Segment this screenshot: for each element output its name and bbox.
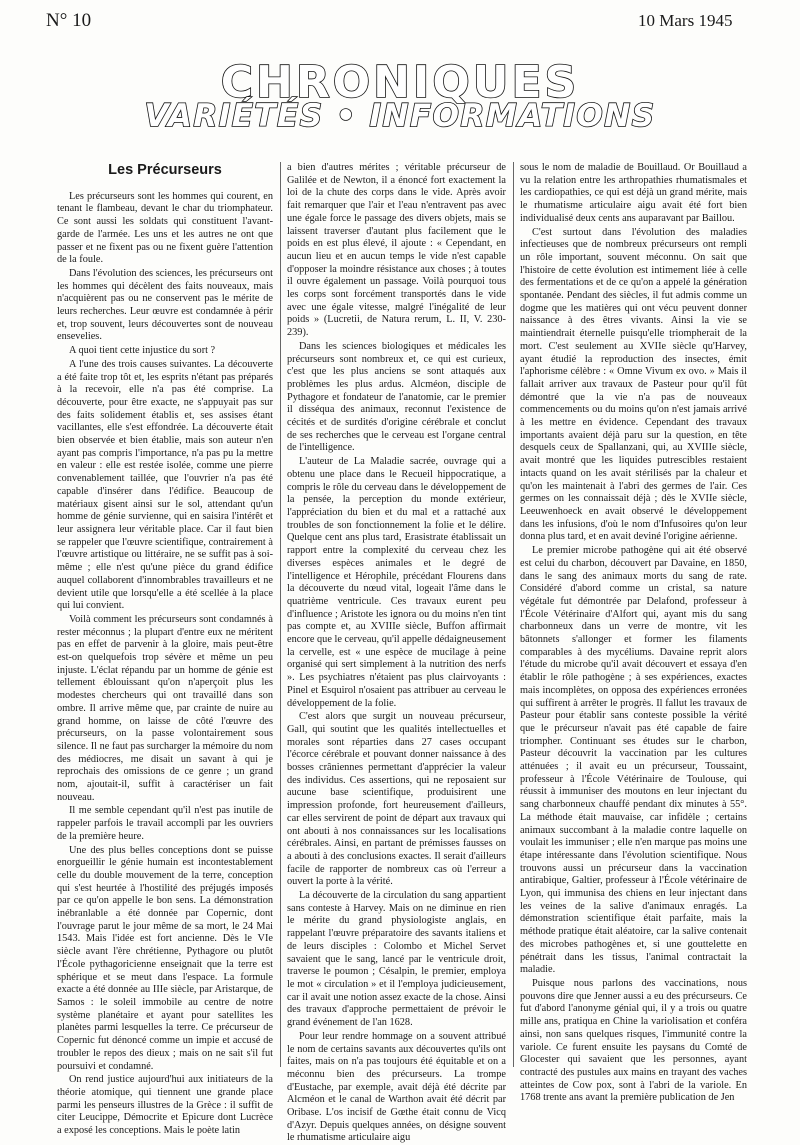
issue-date: 10 Mars 1945	[638, 11, 733, 30]
paragraph: Puisque nous parlons des vaccinations, nous pouvons dire que Jenner aussi a eu des précurseurs. Ce fut d'abord l'anonyme génial qui, il y a trois ou quatre mille ans, pratiqua en Chine la variolisation et conféra ainsi, non sans quelques risques, l'immunité contre la variole. Ce furent ensuite les paysans du Comté de Glocester qui savaient que les personnes, ayant contracté des pustules aux mains en trayant des vaches atteintes de Cow pox, sont à l'abri de la variole. En 1768 trente ans avant la première publication de Jen	[520, 978, 747, 1104]
paragraph: La découverte de la circulation du sang appartient sans conteste à Harvey. Mais on ne diminue en rien le mérite du grand physiologiste anglais, en rappelant l'œuvre préparatoire des savants italiens et de leurs disciples : Colombo et Michel Servet savaient que le sang, lancé par le ventricule droit, traverse le poumon ; Césalpin, le premier, employa le mot « circulation » et il l'employa judicieusement, car il avait une notion assez exacte de la chose. Ainsi des travaux d'approche permettaient de prévoir le grand événement de l'an 1628.	[287, 890, 506, 1029]
paragraph: Dans l'évolution des sciences, les précurseurs ont les hommes qui décèlent des faits nouveaux, mais n'acquièrent pas ou ne conservent pas le mérite de leurs recherches. Leur œuvre est condamnée à périr et, trop souvent, leurs découvertes sont de nouveau ensevelies.	[57, 267, 273, 343]
article-column-3	[520, 162, 747, 1104]
paragraph: Voilà comment les précurseurs sont condamnés à rester méconnus ; la plupart d'entre eux ne méritent pas en effet de parvenir à la gloire, mais peut-être est-on quelquefois trop sévère et même un peu injuste. L'éclat répandu par un homme de génie est tellement éblouissant qu'on n'aperçoit plus les modestes chercheurs qui ont travaillé dans son ombre. Il arrive même que, par crainte de nuire au grand homme, on laisse de côté l'œuvre des précurseurs, on la passe volontairement sous silence. Il ne faut pas surcharger la mémoire du nom des médiocres, me disait un savant à qui je reprochais des omissions de ce genre ; un grand nom, ajoutait-il, suffit à caractériser un fait nouveau.	[57, 613, 273, 803]
paragraph: Une des plus belles conceptions dont se puisse enorgueillir le génie humain est incontestablement celle du double mouvement de la terre, conception qui s'est heurtée à l'hostilité des préjugés imposés par ce qu'on appelle le bon sens. La démonstration inébranlable a été donnée par Copernic, dont l'ouvrage parut le jour même de sa mort, le 24 Mai 1543. Mais l'idée est fort ancienne. Dès le VIe siècle avant l'ère chrétienne, Pythagore ou plutôt l'École pythagoricienne enseignait que la terre est sphérique et se meut dans l'espace. La formule exacte a été donnée au IIIe siècle, par Aristarque, de Samos : le soleil immobile au centre de notre système planétaire et ayant pour satellites les planètes parmi lesquelles la terre. Ce précurseur de Copernic fut dénoncé comme un impie et accusé de troubler le repos des dieux ; mais on ne sait s'il fut poursuivi et condamné.	[57, 844, 273, 1072]
issue-number: N° 10	[46, 10, 92, 31]
paragraph: sous le nom de maladie de Bouillaud. Or Bouillaud a vu la relation entre les arthropathies rhumatismales et les cardiopathies, ce qui est déjà un grand mérite, mais le rhumatisme articulaire aigu avait été fort bien individualisé deux cents ans auparavant par Baillou.	[520, 162, 747, 224]
article-column-1	[57, 162, 273, 1137]
paragraph: On rend justice aujourd'hui aux initiateurs de la théorie atomique, qui tiennent une grande place parmi les penseurs illustres de la Grèce : il suffit de citer Leucippe, Démocrite et Epicure dont Lucrèce a exposé les conceptions. Mais le poète latin	[57, 1074, 273, 1137]
article-title: Les Précurseurs	[108, 162, 222, 178]
paragraph: Le premier microbe pathogène qui ait été observé est celui du charbon, découvert par Davaine, en 1850, dans le sang des animaux morts du sang de rate. Considéré d'abord comme un cristal, sa nature végétale fut démontrée par Delafond, professeur à l'École Vétérinaire d'Alfort qui, ayant mis du sang charbonneux dans un verre de montre, vit les bâtonnets s'allonger et former les filaments comparables à des mycéliums. Davaine reprit alors l'étude du microbe qu'il avait découvert et essaya d'en établir le rôle pathogène ; à ses expériences, exactes mais incomplètes, on opposa des expériences erronées qui suffirent à arrêter le progrès. Il fallut les travaux de Pasteur pour établir sans conteste possible la vérité que le précurseur n'avait pas été capable de faire triompher. Continuant ses études sur le charbon, Pasteur découvrit la vaccination par les cultures atténuées ; il avait eu un précurseur, Toussaint, professeur à l'École Vétérinaire de Toulouse, qui réussit à immuniser des moutons en leur injectant du sang charbonneux chauffé pendant dix minutes à 55°. La méthode était mauvaise, car infidèle ; certains animaux succombant à la maladie contre laquelle on voulait les immuniser ; elle n'en marque pas moins une étape intéressante dans l'évolution scientifique. Nous trouvons aussi un précurseur dans la vaccination antirabique, Galtier, professeur à l'École vétérinaire de Lyon, qui immunisa des chiens en leur injectant dans les veines de la salive d'animaux enragés. La démonstration scientifique était parfaite, mais la méthode pratique était aléatoire, car la salive contenait des microbes pathogènes et, si une gouttelette en pénétrait dans les tissus, l'animal contractait la maladie.	[520, 545, 747, 976]
column-rule-2	[513, 162, 514, 1067]
paragraph: Dans les sciences biologiques et médicales les précurseurs sont nombreux et, ce qui est curieux, c'est que les plus anciens se sont attaqués aux problèmes les plus ardus. Alcméon, disciple de Pythagore et fondateur de l'anatomie, car le premier il disséqua des animaux, reconnut l'existence de cécités et de surdités d'origine cérébrale et conclut de ses recherches que le cerveau est l'organe central de l'intelligence.	[287, 340, 506, 454]
paragraph: Pour leur rendre hommage on a souvent attribué le nom de certains savants aux découvertes qu'ils ont faites, mais on n'a pas toujours été équitable et on a méconnu bien des précurseurs. La trompe d'Eustache, par exemple, avait déjà été décrite par Alcméon et le canal de Warthon avait été décrit par Oribase. L'os incisif de Gœthe était connu de Vicq d'Azyr. Depuis quelques années, on désigne souvent le rhumatisme articulaire aigu	[287, 1030, 506, 1144]
paragraph: C'est alors que surgit un nouveau précurseur, Gall, qui soutint que les qualités intellectuelles et morales sont réparties dans 27 cases occupant l'écorce cérébrale et pouvant donner naissance à des bosses crâniennes permettant d'apprécier la valeur des individus. Ces assertions, qui ne reposaient sur aucune base scientifique, produisirent une impression profonde, fort heureusement d'ailleurs, car elles servirent de point de départ aux travaux qui ont abouti à nos connaissances sur les localisations cérébrales. Ainsi, en partant de prémisses fausses on a abouti à des conclusions exactes. Il serait d'ailleurs facile de rapporter de nombreux cas où l'erreur a ouvert la porte à la vérité.	[287, 711, 506, 888]
banner-title: CHRONIQUES	[220, 57, 580, 108]
paragraph: C'est surtout dans l'évolution des maladies infectieuses que de nombreux précurseurs ont rempli un rôle important, souvent méconnu. On sait que l'histoire de cette évolution est intimement liée à celle des fermentations et de ce qu'on a appelé la génération spontanée. Pendant des siècles, il fut admis comme un dogme que les matières qui ont vécu peuvent donner naissance à des êtres vivants. Ainsi la vie se maintiendrait éternelle puisqu'elle triompherait de la mort. C'est seulement au XVIIe siècle qu'Harvey, ayant étudié la reproduction des insectes, émit l'aphorisme célèbre : « Omne Vivum ex ovo. » Mais il fallait arriver aux travaux de Pasteur pour qu'il fût démontré que la vie n'a pas de nouveaux commencements ou du moins qu'on n'est jamais arrivé à les mettre en évidence. Cependant des travaux importants avaient déjà paru sur la question, en tête desquels ceux de Spallanzani, qui, au XVIIIe siècle, avait montré que les liquides putrescibles restaient intacts quand on les avait stérilisés par la chaleur et qu'on les maintenait à l'abri des germes de l'air. Ces germes on les connaissait déjà ; dès le XVIIe siècle, Leeuwenhoeck en avait observé le développement dans les infusions, d'où le nom d'Infusoires qu'on leur donna plus tard, et en avait deviné l'origine aérienne.	[520, 226, 747, 543]
paragraph: A quoi tient cette injustice du sort ?	[69, 345, 216, 357]
paragraph: Les précurseurs sont les hommes qui courent, en tenant le flambeau, devant le char du triomphateur. Ce sont aussi les soldats qui constituent l'avant-garde de l'armée. Les uns et les autres ne ont que passer et ne fixent pas ou ne fixent guère l'attention de la foule.	[57, 190, 273, 266]
column-rule-1	[280, 162, 281, 1067]
banner-subtitle: VARIÉTÉS • INFORMATIONS	[144, 98, 656, 134]
paragraph: Il me semble cependant qu'il n'est pas inutile de rappeler parfois le travail accompli par les ouvriers de la première heure.	[57, 805, 273, 842]
paragraph: a bien d'autres mérites ; véritable précurseur de Galilée et de Newton, il a énoncé fort exactement la loi de la chute des corps dans le vide. Après avoir fait remarquer que l'air et l'eau n'entravent pas avec une égale force le passage des divers objets, mais se laissent traverser d'autant plus facilement que le poids en est plus élevé, il ajoute : « Cependant, en aucun lieu et en aucun temps le vide n'est capable d'opposer la moindre résistance aux choses ; à toutes il ouvre également un passage. Voilà pourquoi tous les corps sont forcément transportés dans le vide avec une égale vitesse, malgré l'inégalité de leur poids » (Lucretii, de Natura rerum, L. II, V. 230-239).	[287, 162, 506, 339]
paragraph: L'auteur de La Maladie sacrée, ouvrage qui a obtenu une place dans le Recueil hippocratique, a compris le rôle du cerveau dans le développement de la pensée, la perception du monde extérieur, l'appréciation du bien et du mal et a rattaché aux troubles de son fonctionnement la folie et le délire. Quelque cent ans plus tard, Erasistrate établissait un rapport entre la complexité du cerveau chez les diverses espèces animales et le degré de l'intelligence et Hérophile, précédant Flourens dans la découverte du nœud vital, logeait l'âme dans le quatrième ventricule. Ces travaux eurent peu d'influence ; Aristote les ignora ou du moins n'en tint pas compte et, au XVIIIe siècle, Buffon affirmait encore que le cerveau, qu'il appelle dédaigneusement la cervelle, est « une espèce de mucilage à peine organisé qui sert simplement à la nutrition des nerfs ». Les psychiatres n'étaient pas plus clairvoyants : Pinel et Esquirol n'osaient pas attribuer au cerveau le développement de la folie.	[287, 456, 506, 709]
paragraph: A l'une des trois causes suivantes. La découverte a été faite trop tôt et, les esprits n'étant pas préparés à la recevoir, elle n'a pas été comprise. La découverte, pour être exacte, ne s'appuyait pas sur des faits solidement établis et, ses assises étant vacillantes, elle s'est effondrée. La découverte était bien observée et bien établie, mais son auteur n'en ayant pas compris l'importance, n'a pas pu la mettre en valeur : elle est restée isolée, comme une pierre convenablement taillée, que l'ouvrier n'a pas été capable d'insérer dans l'édifice. Beaucoup de matériaux gisent ainsi sur le sol, attendant qu'un homme de génie survienne, qui en saisira l'intérêt et leur assignera leur véritable place. Car il faut bien se rappeler que l'œuvre scientifique, contrairement à l'œuvre artistique ou littéraire, ne se suffit pas à soi-même ; elle n'est qu'une pièce du grand édifice auquel collaborent d'innombrables travailleurs et ne devient utile que lorsqu'elle a été scellée à la place qui lui convient.	[57, 358, 273, 612]
article-column-2	[287, 162, 506, 1144]
